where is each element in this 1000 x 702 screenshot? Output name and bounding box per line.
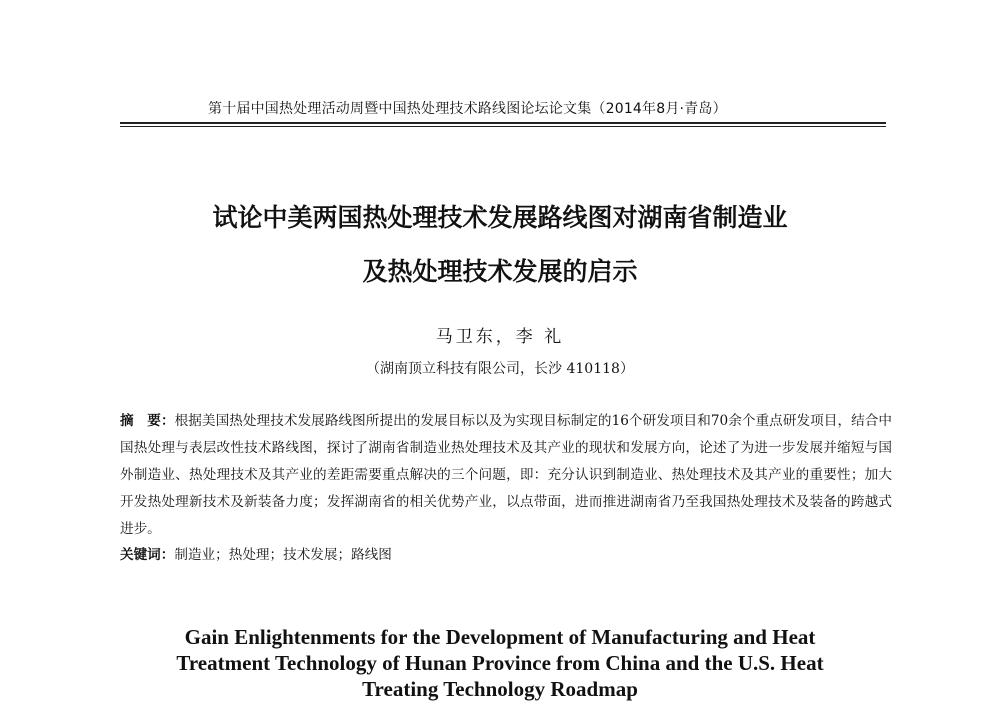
abstract-text: 根据美国热处理技术发展路线图所提出的发展目标以及为实现目标制定的16个研发项目和70余个重点研发项目，结合中国热处理与表层改性技术路线图，探讨了湖南省制造业热处理技术及其产业的现状和发展方向，论述了为进一步发展并缩短与国外制造业、热处理技术及其产业的差距需要重点解决的三个问题，即：充分认识到制造业、热处理技术及其产业的重要性；加大开发热处理新技术及新装备力度；发挥湖南省的相关优势产业，以点带面，进而推进湖南省乃至我国热处理技术及装备的跨越式进步。 (120, 413, 893, 537)
abstract (120, 408, 892, 543)
authors: 马卫东，李 礼 (435, 327, 565, 347)
running-header: 第十届中国热处理活动周暨中国热处理技术路线图论坛论文集（2014年8月·青岛） (208, 101, 727, 117)
paper-title-zh-line2: 及热处理技术发展的启示 (362, 257, 638, 286)
header-rule-thick (120, 122, 886, 124)
header-rule-thin (120, 126, 886, 127)
paper-title-en-line1: Gain Enlightenments for the Development of Manufacturing and Heat (184, 625, 816, 649)
keywords-text: 制造业；热处理；技术发展；路线图 (174, 547, 392, 563)
paper-title-zh-line1: 试论中美两国热处理技术发展路线图对湖南省制造业 (212, 203, 788, 232)
paper-title-en-line2: Treatment Technology of Hunan Province from China and the U.S. Heat (176, 651, 824, 675)
keywords (120, 542, 892, 569)
keywords-label: 关键词： (120, 547, 175, 563)
affiliation: （湖南顶立科技有限公司，长沙 410118） (366, 361, 634, 377)
abstract-label: 摘 要： (120, 413, 175, 429)
paper-title-en-line3: Treating Technology Roadmap (362, 677, 638, 701)
